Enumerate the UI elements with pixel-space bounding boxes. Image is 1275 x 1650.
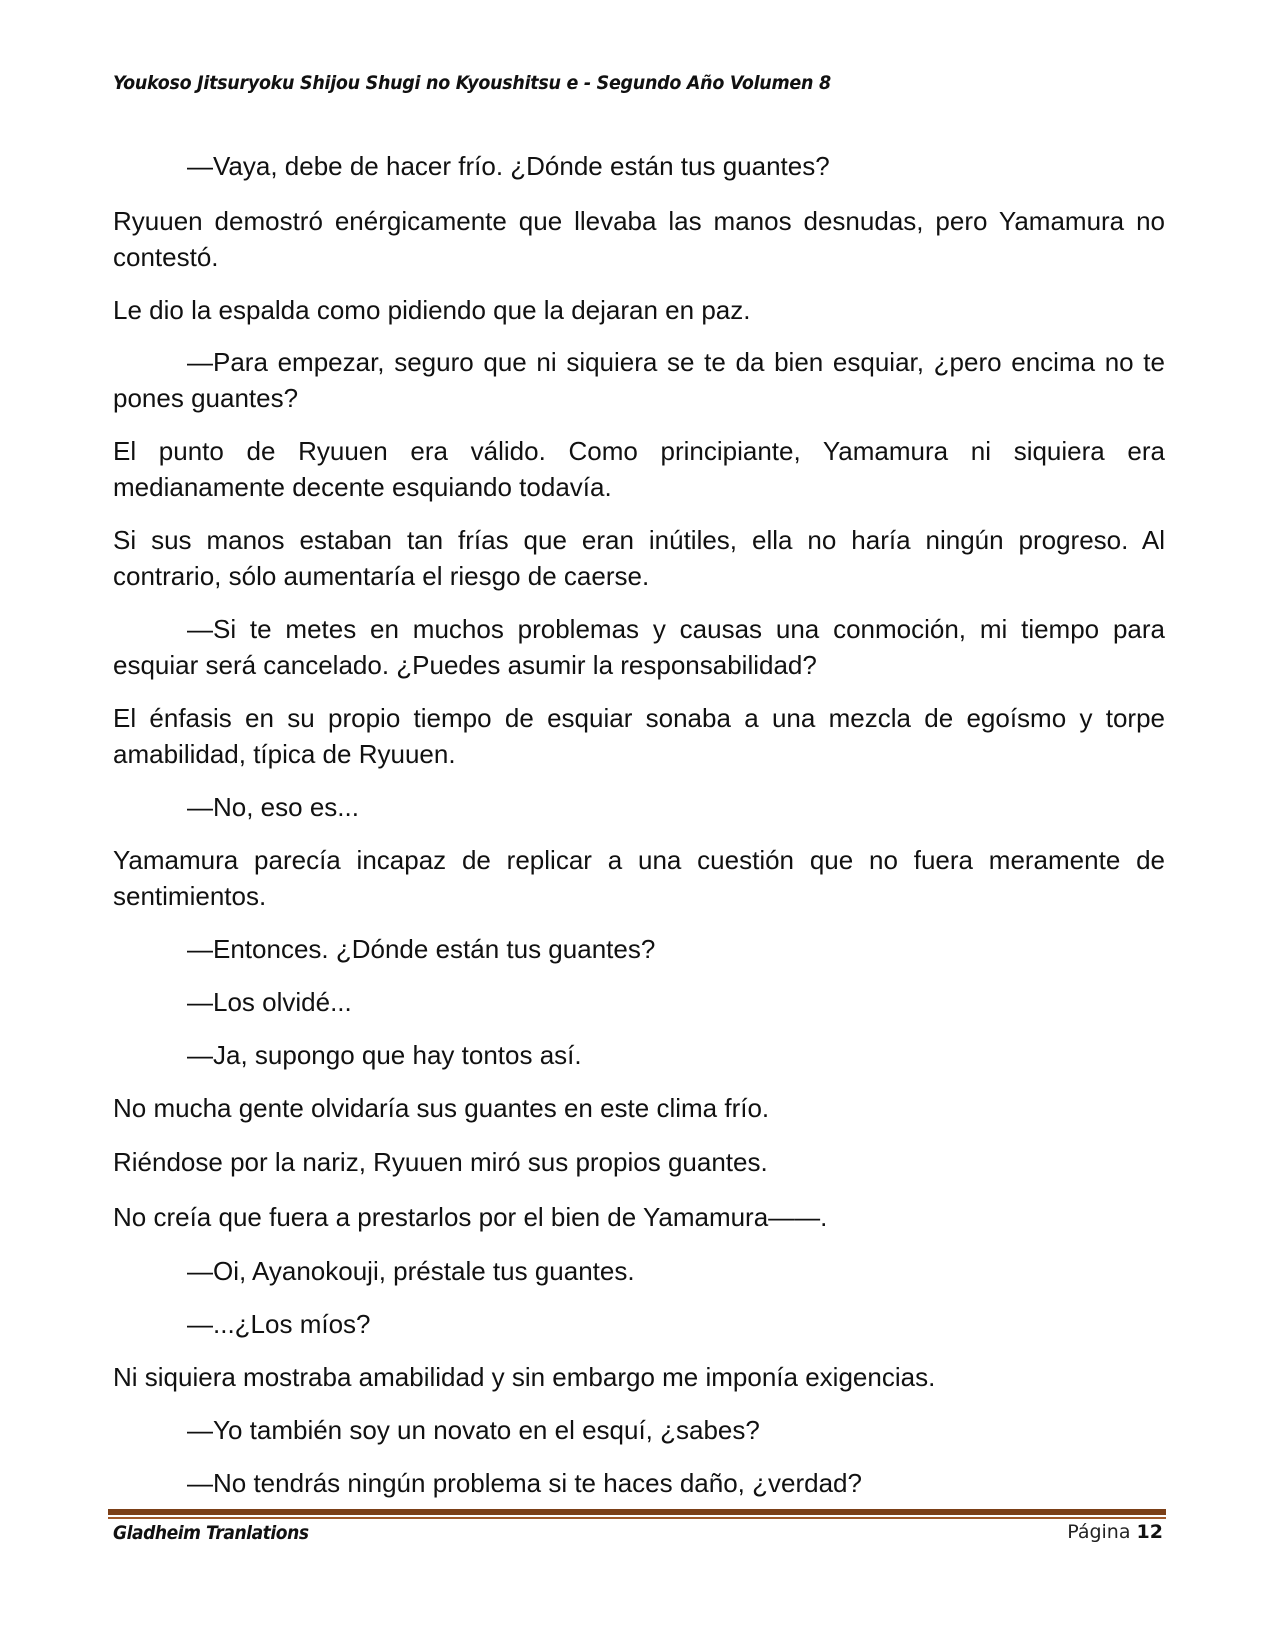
paragraph-dialogue: —Para empezar, seguro que ni siquiera se te da bien esquiar, ¿pero encima no te pones guantes? xyxy=(113,347,1165,413)
paragraph-dialogue: —Entonces. ¿Dónde están tus guantes? xyxy=(187,934,656,964)
paragraph: Si sus manos estaban tan frías que eran inútiles, ella no haría ningún progreso. Al contrario, sólo aumentaría el riesgo de caerse. xyxy=(113,525,1165,591)
paragraph: El énfasis en su propio tiempo de esquiar sonaba a una mezcla de egoísmo y torpe amabilidad, típica de Ryuuen. xyxy=(113,703,1165,769)
paragraph-dialogue: —Yo también soy un novato en el esquí, ¿sabes? xyxy=(187,1415,760,1445)
paragraph-dialogue: —Si te metes en muchos problemas y causas una conmoción, mi tiempo para esquiar será cancelado. ¿Puedes asumir la responsabilidad? xyxy=(113,614,1165,680)
paragraph: Ryuuen demostró enérgicamente que llevaba las manos desnudas, pero Yamamura no contestó. xyxy=(113,206,1165,272)
paragraph: El punto de Ryuuen era válido. Como principiante, Yamamura ni siquiera era medianamente decente esquiando todavía. xyxy=(113,436,1165,502)
paragraph: Ni siquiera mostraba amabilidad y sin embargo me imponía exigencias. xyxy=(113,1362,936,1392)
paragraph-dialogue: —No, eso es... xyxy=(187,792,359,822)
paragraph: Riéndose por la nariz, Ryuuen miró sus propios guantes. xyxy=(113,1147,768,1177)
paragraph-dialogue: —...¿Los míos? xyxy=(187,1309,371,1339)
footer-credit: Gladheim Tranlations xyxy=(113,1522,309,1544)
paragraph-dialogue: —Vaya, debe de hacer frío. ¿Dónde están tus guantes? xyxy=(187,151,830,181)
paragraph-dialogue: —No tendrás ningún problema si te haces daño, ¿verdad? xyxy=(187,1468,862,1498)
paragraph: No mucha gente olvidaría sus guantes en este clima frío. xyxy=(113,1093,770,1123)
paragraph-dialogue: —Oi, Ayanokouji, préstale tus guantes. xyxy=(187,1256,635,1286)
footer-rule xyxy=(108,1509,1166,1515)
running-header: Youkoso Jitsuryoku Shijou Shugi no Kyoushitsu e - Segundo Año Volumen 8 xyxy=(113,72,831,94)
paragraph-dialogue: —Los olvidé... xyxy=(187,987,352,1017)
paragraph: Yamamura parecía incapaz de replicar a una cuestión que no fuera meramente de sentimientos. xyxy=(113,845,1165,911)
page-number-value: 12 xyxy=(1136,1521,1163,1543)
paragraph: Le dio la espalda como pidiendo que la dejaran en paz. xyxy=(113,295,751,325)
page-label: Página xyxy=(1067,1521,1131,1543)
page-number xyxy=(1067,1521,1163,1543)
footer-rule-thin xyxy=(108,1517,1166,1519)
paragraph: No creía que fuera a prestarlos por el bien de Yamamura——. xyxy=(113,1202,828,1232)
paragraph-dialogue: —Ja, supongo que hay tontos así. xyxy=(187,1040,582,1070)
